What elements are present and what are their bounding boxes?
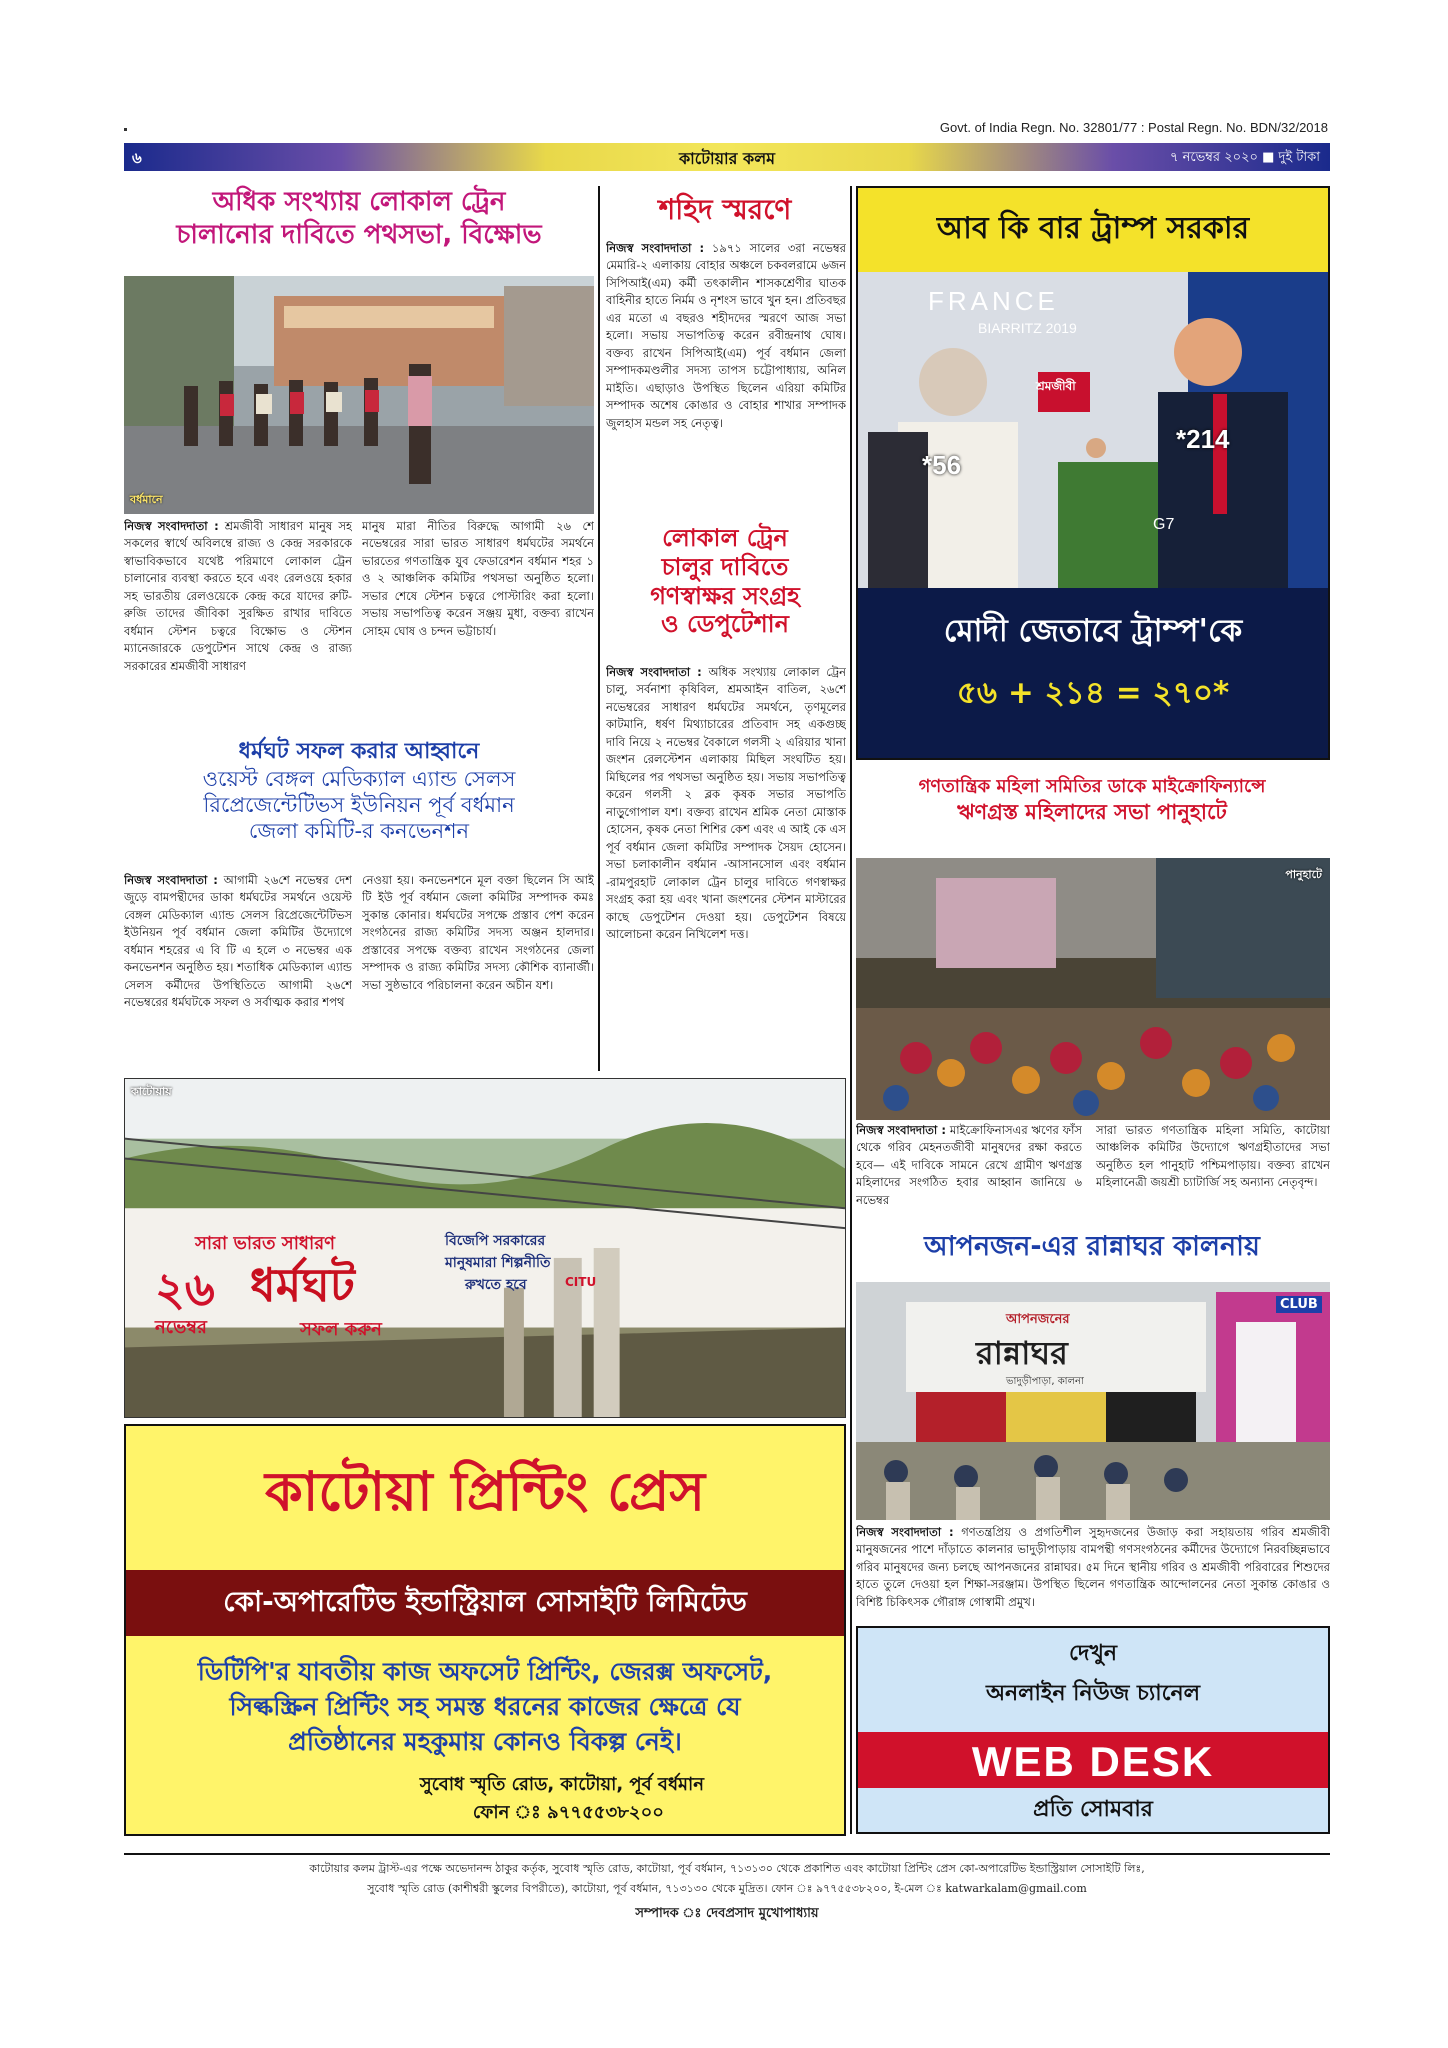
wall-text-bjp: বিজেপি সরকারের	[445, 1233, 546, 1249]
printing-ad-body	[126, 1654, 844, 1759]
story4-body	[606, 664, 846, 1070]
story4-headline-line4: ও ডেপুটেশান	[661, 610, 789, 639]
trump-ad-bottom	[858, 588, 1328, 760]
footer-line1: কাটোয়ার কলম ট্রাস্ট-এর পক্ষে অভেদানন্দ ঠাকুর কর্তৃক, সুবোধ স্মৃতি রোড, কাটোয়া, পূর্ব বর্ধমান, ৭১৩১৩০ থেকে প্রকাশিত এবং কাটোয়া প্রিন্টিং প্রেস কো-অপারেটিভ ইন্ডাস্ট্রিয়াল সোসাইটি লিঃ,	[309, 1862, 1145, 1875]
backdrop-g7: G7	[1153, 516, 1175, 533]
wall-text-policy: মানুষমারা শিল্পনীতি	[445, 1255, 551, 1271]
story6-dateline: নিজস্ব সংবাদদাতা :	[856, 1525, 954, 1539]
webdesk-line1: দেখুন	[1068, 1641, 1118, 1666]
story2-col1	[124, 872, 352, 1068]
footer-editor: সম্পাদক ঃ দেবপ্রসাদ মুখোপাধ্যায়	[635, 1906, 819, 1921]
printing-ad-body-line2: সিল্কস্ক্রিন প্রিন্টিং সহ সমস্ত ধরনের কাজের ক্ষেত্রে যে	[229, 1692, 741, 1721]
story5-dateline: নিজস্ব সংবাদদাতা :	[856, 1123, 946, 1137]
wall-text-safal: সফল করুন	[300, 1319, 382, 1340]
column-rule-left	[598, 186, 600, 1071]
shramajibi-logo: শ্রমজীবী	[1036, 379, 1076, 393]
story1-photo-caption: বর্ধমানে	[130, 493, 163, 506]
story4-body-text: অধিক সংখ্যায় লোকাল ট্রেন চালু, সর্বনাশা কৃষিবিল, শ্রমআইন বাতিল, ২৬শে নভেম্বরের সাধারণ ধর্মঘটের সমর্থনে, তৃণমূলের কাটমানি, ধর্ষণ মিথ্যাচারের প্রতিবাদ সহ একগুচ্ছ দাবি নিয়ে ২ নভেম্বর বৈকালে গলসী ২ এরিয়ার খানা জংশন রেলস্টেশন এলাকায় মিছিল সংঘটিত হয়। মিছিলের পর পথসভা অনুষ্ঠিত হয়। সভায় সভাপতিত্ব করেন গলসী ২ ব্লক কৃষক সভার সভাপতি নাড়ুগোপাল যশ। বক্তব্য রাখেন শ্রমিক নেতা মোস্তাক হোসেন, কৃষক নেতা শিশির কেশ এবং এ আই কে এস পূর্ব বর্ধমান জেলা কমিটির সম্পাদক সৈয়দ হোসেন। সভা চলাকালীন বর্ধমান -আসানসোল এবং বর্ধমান -রামপুরহাট লোকাল ট্রেন চালুর দাবিতে গণস্বাক্ষর সংগ্রহ করা হয় এবং খানা জংশনের স্টেশন মাস্টারের কাছে ডেপুটেশন দেওয়া হয়। ডেপুটেশন বিষয়ে আলোচনা করেন নিখিলেশ দত্ত।	[606, 665, 846, 942]
story1-col2-text: মানুষ মারা নীতির বিরুদ্ধে আগামী ২৬ শে নভেম্বরের সারা ভারত সাধারণ ধর্মঘটের সমর্থনে ভারতের গণতান্ত্রিক যুব ফেডারেশন বর্ধমান শহর ১ ও ২ আঞ্চলিক কমিটির পথসভা অনুষ্ঠিত হলো। সভার শেষে স্টেশন চত্বরে পোস্টারিং করা হলো। সভায় সভাপতিত্ব করেন সঞ্জয় মুধা, বক্তব্য রাখেন সোহম ঘোষ ও চন্দন ভট্টাচার্য।	[362, 519, 594, 638]
webdesk-title: WEB DESK	[971, 1738, 1215, 1785]
webdesk-line2: অনলাইন নিউজ চ্যানেল	[985, 1681, 1201, 1706]
story5-col2-text: সারা ভারত গণতান্ত্রিক মহিলা সমিতি, কাটোয়া আঞ্চলিক কমিটির উদ্যোগে ঋণগ্রহীতাদের সভা অনুষ্ঠিত হল পানুহাট পশ্চিমপাড়ায়। বক্তব্য রাখেন মহিলানেত্রী জয়শ্রী চ্যাটার্জি সহ অন্যান্য নেতৃবৃন্দ।	[1096, 1123, 1330, 1190]
story4-headline-line2: চালুর দাবিতে	[661, 552, 789, 581]
page-number: ৬	[132, 149, 142, 167]
wall-photo-caption: কাটোয়ায়	[131, 1085, 172, 1098]
story2-headline-line4: জেলা কমিটি-র কনভেনশন	[248, 819, 470, 843]
story2-col2-text: নেওয়া হয়। কনভেনশনে মূল বক্তা ছিলেন সি আই টি ইউ পূর্ব বর্ধমান জেলা কমিটির সম্পাদক কমঃ সুকান্ত কোনার। ধর্মঘটের সপক্ষে প্রস্তাব পেশ করেন সংগঠনের রাজ্য কমিটির সদস্য অঞ্জন হালদার। প্রস্তাবের সপক্ষে বক্তব্য রাখেন সংগঠনের জেলা সম্পাদক ও রাজ্য কমিটির সদস্য কৌশিক ব্যানার্জী। সভা সুষ্ঠভাবে পরিচালনা করেন অচীন যশ।	[362, 873, 594, 992]
story4-headline	[604, 524, 846, 639]
story1-col1-text: শ্রমজীবী সাধারণ মানুষ সহ সকলের স্বার্থে অবিলম্বে রাজ্য ও কেন্দ্র সরকারকে স্বাভাবিকভাবে যথেষ্ট পরিমাণে লোকাল ট্রেন চালানোর ব্যবস্থা করতে হবে এবং রেলওয়ে হকার সহ ভারতীয় রেলওয়েকে কেন্দ্র করে যাদের রুটি-রুজি তাদের জীবিকা সুরক্ষিত রাখার দাবিতে বর্ধমান স্টেশন চত্বরে বিক্ষোভ ও স্টেশন ম্যানেজারকে ডেপুটেশন সাথে কেন্দ্র ও রাজ্য সরকারের শ্রমজীবী সাধারণ	[124, 519, 352, 673]
registration-line: Govt. of India Regn. No. 32801/77 : Postal Regn. No. BDN/32/2018	[939, 120, 1328, 135]
story5-headline	[854, 776, 1330, 825]
backdrop-biarritz: BIARRITZ 2019	[978, 320, 1077, 336]
story6-body	[856, 1524, 1330, 1620]
story1-photo	[124, 276, 594, 514]
trump-ad-line1: মোদী জেতাবে ট্রাম্প'কে	[943, 613, 1243, 649]
story3-body-text: ১৯৭১ সালের ৩রা নভেম্বর মেমারি-২ এলাকায় বোহার অঞ্চলে চকবলরামে ৬জন সিপিআই(এম) কর্মী তৎকালীন শাসকশ্রেণীর ঘাতক বাহিনীর হাতে নির্মম ও নৃশংস ভাবে খুন হন। প্রতিবছর এর মতো এ বছরও শহীদদের স্মরণে আজ সভা হলো। সভায় সভাপতিত্ব করেন রবীন্দ্রনাথ ঘোষ। বক্তব্য রাখেন সিপিআই(এম) পূর্ব বর্ধমান জেলা সম্পাদকমণ্ডলীর সদস্য তাপস চট্টোপাধ্যায়, অনিল মাইতি। এছাড়াও উপস্থিত ছিলেন এরিয়া কমিটির সম্পাদক অশেষ কোঙার ও বোহার শাখার সম্পাদক জুলহাস মন্ডল সহ নেতৃত্ব।	[606, 241, 846, 430]
dot-mark	[124, 128, 127, 131]
story6-headline: আপনজন-এর রান্নাঘর কালনায়	[924, 1231, 1260, 1262]
webdesk-ad	[856, 1626, 1330, 1834]
printing-ad-phone: ফোন ঃ ৯৭৭৫৫৩৮২০০	[472, 1802, 664, 1823]
trump-ad-line2: ৫৬ + ২১৪ = ২৭০*	[956, 675, 1230, 711]
story6-body-text: গণতন্ত্রপ্রিয় ও প্রগতিশীল সুহৃদজনের উজাড় করা সহায়তায় গরিব শ্রমজীবী মানুষজনের পাশে দাঁড়াতে কালনার ভাদুড়ীপাড়ায় বামপন্থী গণসংগঠনের কর্মীদের উদ্যোগে নিরবচ্ছিন্নভাবে গরিব মানুষদের জন্য চলছে আপনজনের রান্নাঘর। ৫ম দিনে স্থানীয় গরিব ও শ্রমজীবী পরিবারের শিশুদের হাতে তুলে দেওয়া হল শিক্ষা-সরঞ্জাম। উপস্থিত ছিলেন গণতান্ত্রিক আন্দোলনের নেতা সুকান্ত কোঙার ও বিশিষ্ট চিকিৎসক গৌরাঙ্গ গোস্বামী প্রমুখ।	[856, 1525, 1330, 1609]
printing-ad-subtitle: কো-অপারেটিভ ইন্ডাস্ট্রিয়াল সোসাইটি লিমিটেড	[223, 1585, 747, 1618]
story5-photo-caption: পানুহাটে	[1285, 868, 1322, 881]
story1-headline-line2: চালানোর দাবিতে পথসভা, বিক্ষোভ	[176, 219, 542, 250]
story2-col2	[362, 872, 594, 1068]
trump-ad	[856, 186, 1330, 760]
story4-dateline: নিজস্ব সংবাদদাতা :	[606, 665, 702, 679]
trump-ad-banner: আব কি বার ট্রাম্প সরকার	[936, 211, 1250, 246]
story1-headline-line1: অধিক সংখ্যায় লোকাল ট্রেন	[212, 187, 506, 217]
story2-col1-text: আগামী ২৬শে নভেম্বর দেশ জুড়ে বামপন্থীদের ডাকা ধর্মঘটের সমর্থনে ওয়েস্ট বেঙ্গল মেডিক্যাল এ্যান্ড সেলস রিপ্রেজেন্টেটিভস ইউনিয়ন পূর্ব বর্ধমান জেলা কমিটির উদ্যোগে বর্ধমান শহরের এ বি টি এ হলে ৩ নভেম্বর এক কনভেনশন অনুষ্ঠিত হয়। শতাধিক মেডিক্যাল এ্যান্ড সেলস কর্মীদের উপস্থিতিতে আগামী ২৬শে নভেম্বরের ধর্মঘটকে সফল ও সর্বাত্মক করার শপথ	[124, 873, 352, 1010]
story2-headline-line2: ওয়েস্ট বেঙ্গল মেডিক্যাল এ্যান্ড সেলস	[202, 766, 516, 791]
story5-col1-text: মাইক্রোফিনাসএর ঋণের ফাঁস থেকে গরিব মেহনতজীবী মানুষদের রক্ষা করতে হবে— এই দাবিকে সামনে রেখে গ্রামীণ ঋণগ্রস্ত মহিলাদের সংগঠিত হবার আহ্বান জানিয়ে ৬ নভেম্বর	[856, 1123, 1082, 1207]
story5-headline-line1: গণতান্ত্রিক মহিলা সমিতির ডাকে মাইক্রোফিন্যান্সে	[918, 776, 1266, 797]
column-rule-right	[850, 186, 852, 1834]
trump-ad-photo	[858, 272, 1328, 588]
story4-headline-line3: গণস্বাক্ষর সংগ্রহ	[650, 581, 800, 610]
wall-photo	[124, 1078, 846, 1418]
ranna-banner-sub: ভাদুড়ীপাড়া, কালনা	[1006, 1376, 1084, 1387]
story2-headline-line3: রিপ্রেজেন্টেটিভস ইউনিয়ন পূর্ব বর্ধমান	[203, 792, 515, 817]
wall-text-citu: CITU	[565, 1275, 597, 1289]
story5-photo	[856, 858, 1330, 1120]
backdrop-france: FRANCE	[928, 286, 1059, 316]
printing-ad	[124, 1424, 846, 1836]
bottom-rule	[124, 1853, 1330, 1855]
story1-dateline: নিজস্ব সংবাদদাতা :	[124, 519, 219, 533]
label-214: *214	[1176, 424, 1230, 454]
story1-col2	[362, 518, 594, 736]
printing-ad-address: সুবোধ স্মৃতি রোড, কাটোয়া, পূর্ব বর্ধমান	[419, 1774, 704, 1795]
story1-col1	[124, 518, 352, 736]
story5-headline-line2: ঋণগ্রস্ত মহিলাদের সভা পানুহাটে	[957, 799, 1227, 824]
ranna-banner-small: আপনজনের	[1006, 1312, 1070, 1327]
story5-col1	[856, 1122, 1082, 1218]
masthead-bar	[124, 143, 1330, 171]
wall-text-november: নভেম্বর	[155, 1317, 207, 1338]
story2-headline	[124, 738, 594, 844]
story6-photo	[856, 1282, 1330, 1520]
date-price: ৭ নভেম্বর ২০২০ ■ দুই টাকা	[1170, 150, 1320, 165]
printing-ad-title: কাটোয়া প্রিন্টিং প্রেস	[264, 1460, 706, 1523]
story1-headline	[124, 186, 594, 251]
webdesk-line3: প্রতি সোমবার	[1033, 1797, 1153, 1822]
label-56: *56	[922, 450, 962, 480]
story5-col2	[1096, 1122, 1330, 1218]
story2-headline-line1: ধর্মঘট সফল করার আহ্বানে	[238, 739, 480, 764]
printing-ad-body-line1: ডিটিপি'র যাবতীয় কাজ অফসেট প্রিন্টিং, জেরক্স অফসেট,	[197, 1657, 773, 1686]
story3-dateline: নিজস্ব সংবাদদাতা :	[606, 241, 705, 255]
story3-headline: শহিদ স্মরণে	[658, 193, 792, 226]
printing-ad-body-line3: প্রতিষ্ঠানের মহকুমায় কোনও বিকল্প নেই।	[288, 1727, 682, 1756]
story4-headline-line1: লোকাল ট্রেন	[662, 524, 788, 552]
footer-line2: সুবোধ স্মৃতি রোড (কাশীশ্বরী স্কুলের বিপরীতে), কাটোয়া, পূর্ব বর্ধমান, ৭১৩১৩০ থেকে মুদ্রিত। ফোন ঃ ৯৭৭৫৫৩৮২০০, ই-মেল ঃ katwarkalam@gmail.com	[367, 1882, 1087, 1895]
story2-dateline: নিজস্ব সংবাদদাতা :	[124, 873, 218, 887]
club-sign: CLUB	[1276, 1296, 1322, 1313]
ranna-banner-big: রান্নাঘর	[976, 1334, 1068, 1372]
wall-text-26: ২৬	[155, 1262, 215, 1316]
story3-body	[606, 240, 846, 518]
wall-text-line1: সারা ভারত সাধারণ	[195, 1233, 336, 1254]
newspaper-title: কাটোয়ার কলম	[678, 149, 776, 168]
wall-text-rukhte: রুখতে হবে	[465, 1277, 527, 1293]
wall-text-dharmaghat: ধর্মঘট	[250, 1258, 355, 1312]
